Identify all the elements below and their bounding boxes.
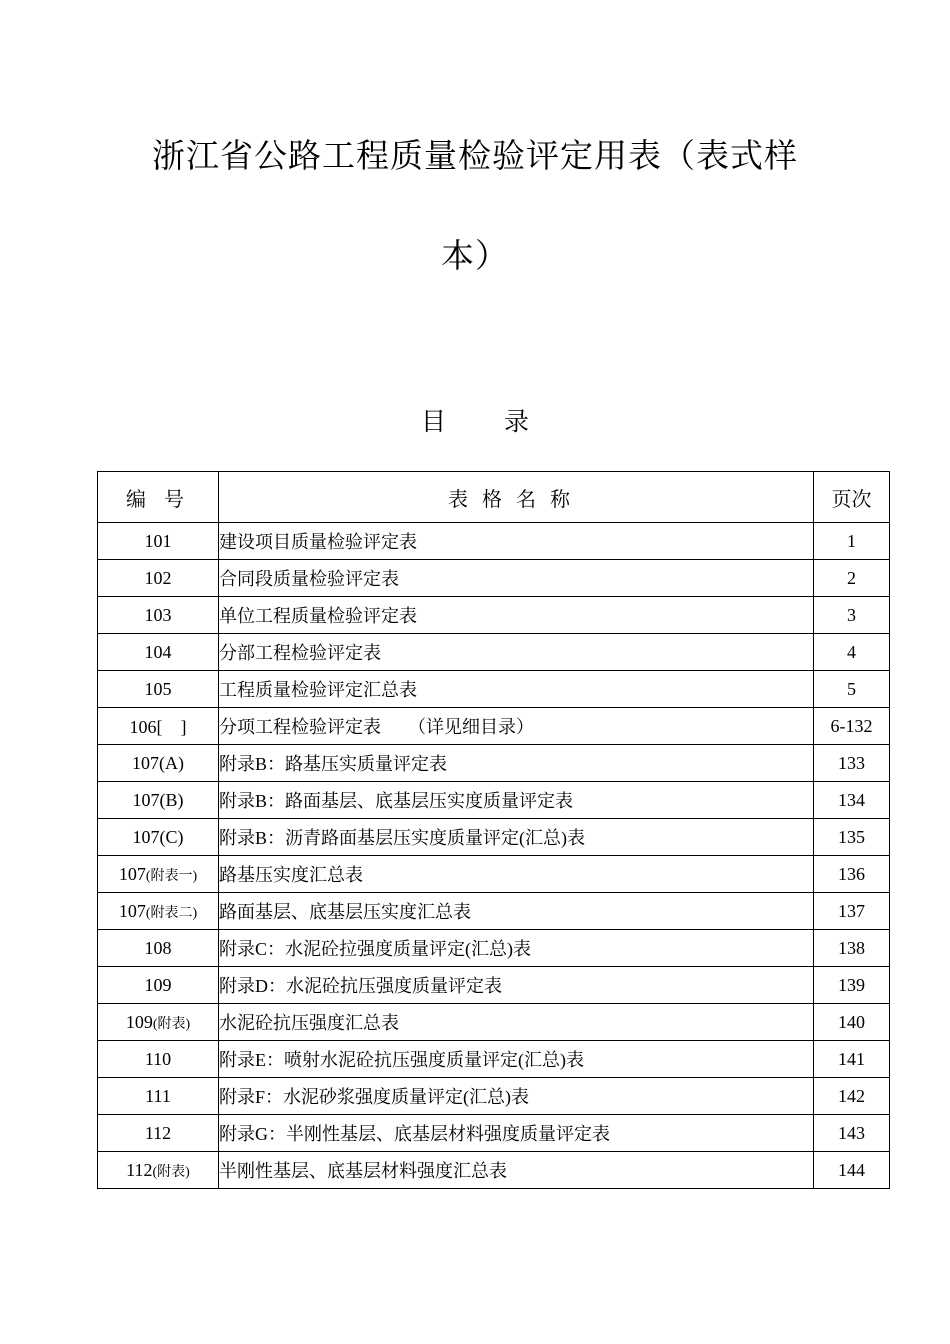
table-row	[98, 893, 890, 930]
row-name: 附录E：喷射水泥砼抗压强度质量评定(汇总)表	[219, 1041, 814, 1078]
row-id-main: 103	[144, 604, 172, 625]
row-id-suffix: (附表一)	[145, 868, 198, 884]
row-id-suffix: (附表)	[152, 1016, 191, 1032]
row-page: 137	[814, 893, 890, 930]
row-name: 分项工程检验评定表 （详见细目录）	[219, 708, 814, 745]
row-id	[98, 1004, 219, 1041]
row-page: 138	[814, 930, 890, 967]
row-id-main: 105	[144, 678, 172, 699]
row-id	[98, 782, 219, 819]
document-title-line-1: 浙江省公路工程质量检验评定用表（表式样	[152, 136, 798, 175]
row-id	[98, 1041, 219, 1078]
row-id-main: 107(A)	[132, 752, 184, 773]
row-page: 4	[814, 634, 890, 671]
row-id-main: 106[ ]	[129, 717, 187, 737]
row-id-main: 102	[144, 567, 172, 588]
table-row	[98, 1078, 890, 1115]
toc-body	[98, 523, 890, 1189]
table-row	[98, 523, 890, 560]
row-name: 工程质量检验评定汇总表	[219, 671, 814, 708]
row-id-main: 107	[118, 863, 146, 884]
row-id	[98, 1078, 219, 1115]
row-id	[98, 745, 219, 782]
header-name: 表格名称	[219, 472, 814, 523]
row-id-suffix: (附表二)	[145, 905, 198, 921]
row-id-main: 111	[145, 1085, 171, 1106]
toc-heading	[0, 402, 950, 438]
row-page: 134	[814, 782, 890, 819]
row-name: 附录B：沥青路面基层压实度质量评定(汇总)表	[219, 819, 814, 856]
row-page: 5	[814, 671, 890, 708]
row-id	[98, 819, 219, 856]
toc-table	[97, 471, 890, 1189]
row-name: 半刚性基层、底基层材料强度汇总表	[219, 1152, 814, 1189]
row-name: 分部工程检验评定表	[219, 634, 814, 671]
header-page: 页次	[814, 472, 890, 523]
row-id-main: 101	[144, 530, 172, 551]
row-id-suffix: (附表)	[152, 1164, 190, 1180]
row-id-main: 104	[144, 641, 172, 662]
row-id-main: 107	[118, 900, 146, 921]
row-id	[98, 671, 219, 708]
table-row	[98, 671, 890, 708]
row-id	[98, 1115, 219, 1152]
row-id-main: 107(B)	[132, 789, 184, 810]
document-title-line-2: 本）	[441, 236, 509, 275]
row-page: 2	[814, 560, 890, 597]
row-name: 合同段质量检验评定表	[219, 560, 814, 597]
row-id-main: 110	[144, 1048, 172, 1069]
table-row	[98, 634, 890, 671]
toc-header-row	[98, 472, 890, 523]
row-name: 附录B：路基压实质量评定表	[219, 745, 814, 782]
table-row	[98, 1152, 890, 1189]
row-page: 1	[814, 523, 890, 560]
table-row	[98, 1115, 890, 1152]
row-name: 附录G：半刚性基层、底基层材料强度质量评定表	[219, 1115, 814, 1152]
row-id-main: 107(C)	[132, 826, 184, 847]
header-id: 编号	[98, 472, 219, 523]
row-id-main: 109	[144, 974, 172, 995]
row-page: 144	[814, 1152, 890, 1189]
row-id	[98, 856, 219, 893]
row-id	[98, 597, 219, 634]
row-page: 143	[814, 1115, 890, 1152]
row-page: 6-132	[814, 708, 890, 745]
row-id	[98, 634, 219, 671]
row-id	[98, 967, 219, 1004]
table-row	[98, 560, 890, 597]
row-id	[98, 523, 219, 560]
row-id	[98, 560, 219, 597]
table-row	[98, 1004, 890, 1041]
table-row	[98, 782, 890, 819]
toc-heading-right: 录	[504, 407, 530, 436]
row-id	[98, 708, 219, 745]
row-id	[98, 1152, 219, 1189]
table-row	[98, 1041, 890, 1078]
table-row	[98, 745, 890, 782]
row-page: 136	[814, 856, 890, 893]
table-row	[98, 819, 890, 856]
row-name: 单位工程质量检验评定表	[219, 597, 814, 634]
row-name: 建设项目质量检验评定表	[219, 523, 814, 560]
row-name: 附录B：路面基层、底基层压实度质量评定表	[219, 782, 814, 819]
row-id	[98, 930, 219, 967]
table-row	[98, 597, 890, 634]
row-id-main: 109	[125, 1011, 153, 1032]
table-row	[98, 856, 890, 893]
row-page: 141	[814, 1041, 890, 1078]
table-row	[98, 930, 890, 967]
row-page: 140	[814, 1004, 890, 1041]
row-name: 路基压实度汇总表	[219, 856, 814, 893]
row-page: 135	[814, 819, 890, 856]
row-name: 水泥砼抗压强度汇总表	[219, 1004, 814, 1041]
table-row	[98, 708, 890, 745]
row-page: 3	[814, 597, 890, 634]
row-name: 附录D：水泥砼抗压强度质量评定表	[219, 967, 814, 1004]
row-id-main: 112	[144, 1122, 172, 1143]
row-name: 附录F：水泥砂浆强度质量评定(汇总)表	[219, 1078, 814, 1115]
row-name: 附录C：水泥砼拉强度质量评定(汇总)表	[219, 930, 814, 967]
row-id-main: 108	[144, 937, 172, 958]
row-page: 139	[814, 967, 890, 1004]
table-row	[98, 967, 890, 1004]
row-id-main: 112	[126, 1159, 153, 1180]
toc-heading-left: 目	[420, 407, 446, 436]
row-name: 路面基层、底基层压实度汇总表	[219, 893, 814, 930]
row-id	[98, 893, 219, 930]
row-page: 133	[814, 745, 890, 782]
row-page: 142	[814, 1078, 890, 1115]
